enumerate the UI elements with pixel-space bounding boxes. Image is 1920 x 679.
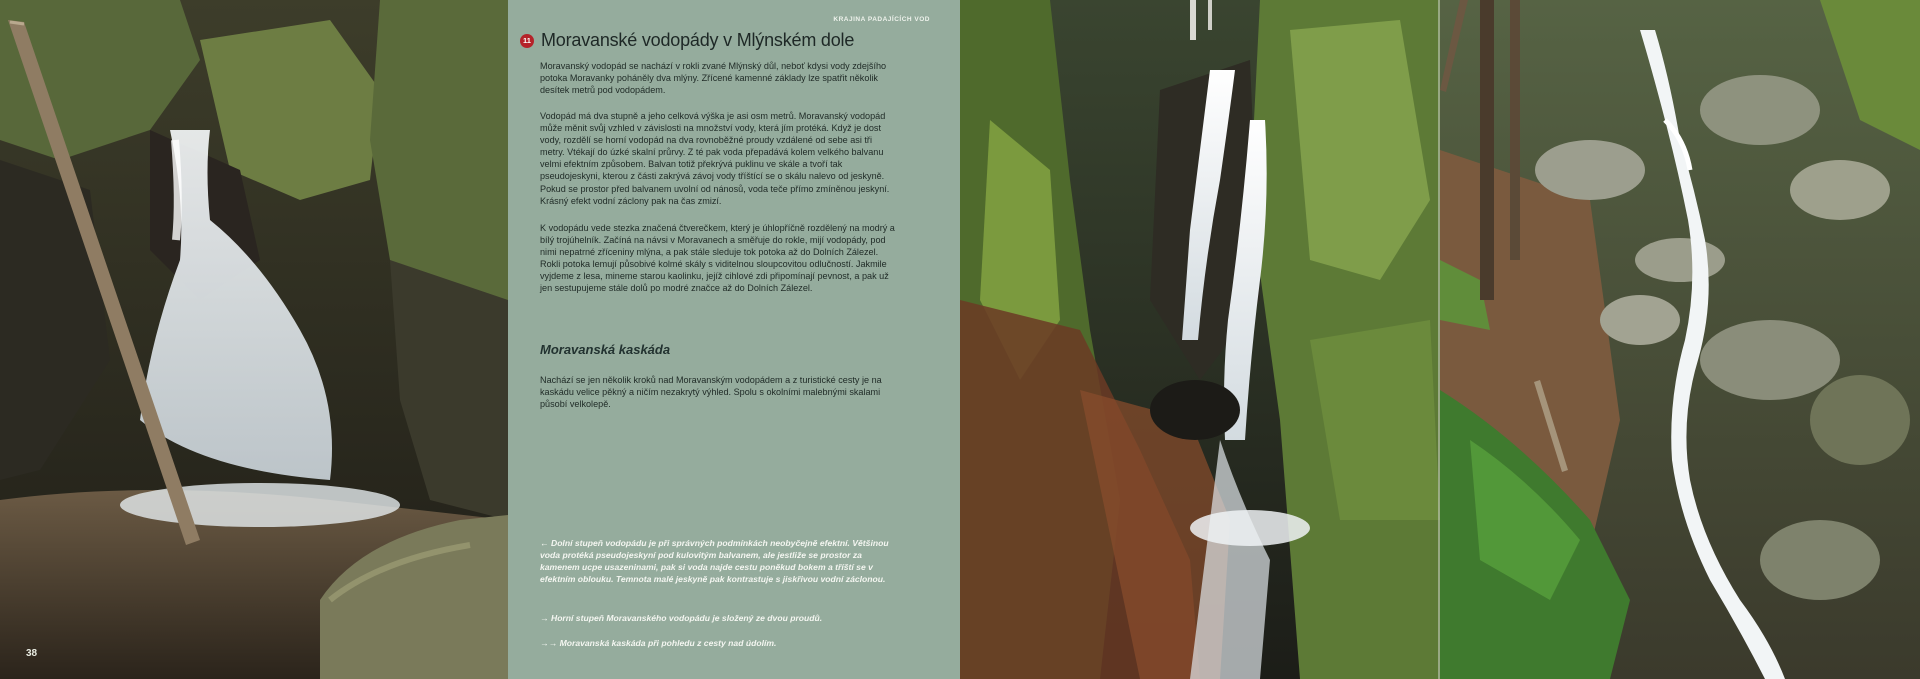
paragraph-route: K vodopádu vede stezka značená čtverečkem, který je úhlopříčně rozdělený na modrý a bílý trojúhelník. Začíná na návsi v Moravanech a směřuje do rokle, mijí vodopády, pod nimi nepatrné zříceniny mlýna, a pak stále sleduje tok potoka až do Dolních Zálezel. Rokli potoka lemují působivé kolmé skály s viditelnou sloupcovitou odlučností. Jakmile vyjdeme z lesa, mineme starou kaolinku, jejíž cihlové zdi připomínají pevnost, a pak už jen sestupujeme stále dolů po modré značce až do Dolních Zálezel. <box>540 223 895 294</box>
page-number: 38 <box>26 648 38 659</box>
photo-lower-waterfall <box>0 0 508 679</box>
caption-upper-step: → Horní stupeň Moravanského vodopádu je složený ze dvou proudů. <box>540 613 823 623</box>
site-number-badge: 11 <box>520 34 534 48</box>
article-panel <box>508 0 960 679</box>
photo-cascade <box>1440 0 1920 679</box>
caption-lower-step: ← Dolní stupeň vodopádu je při správných podmínkách neobyčejně efektní. Většinou voda protéká pseudojeskyní pod kulovitým balvanem, ale jestliže se prostor za kamenem ucpe usazeninami, pak si voda najde cestu poněkud bokem a tříští se v efektním oblouku. Temnota malé jeskyně pak kontrastuje s jiskřivou vodní záclonou. <box>540 538 889 584</box>
title-row <box>520 30 854 51</box>
running-header: KRAJINA PADAJÍCÍCH VOD <box>833 16 930 23</box>
caption-cascade: →→ Moravanská kaskáda při pohledu z cesty nad údolím. <box>540 638 777 648</box>
article-title: Moravanské vodopády v Mlýnském dole <box>541 30 855 50</box>
paragraph-description: Vodopád má dva stupně a jeho celková výška je asi osm metrů. Moravanský vodopád může měnit svůj vzhled v závislosti na množství vody, která jím protéká. Když je dost vody, rozdělí se horní vodopád na dva rovnoběžné proudy vzdálené od sebe asi tři metry. Vtékají do úzké skalní průrvy. Z té pak voda přepadává kolem velkého balvanu velmi efektním způsobem. Balvan totiž překrývá puklinu ve skále a tvoří tak pseudojeskyni, kterou z části zakrývá závoj vody tříštící se o skálu nalevo od jeskyně. Pokud se prostor před balvanem uvolní od nánosů, voda teče přímo zmíněnou jeskyní. Krásný efekt vodní záclony pak na čas zmizí. <box>540 111 890 206</box>
paragraph-cascade: Nachází se jen několik kroků nad Moravanským vodopádem a z turistické cesty je na kaskádu velice pěkný a ničím nezakrytý výhled. Spolu s okolními malebnými skalami působí velkolepě. <box>540 375 882 410</box>
paragraph-intro: Moravanský vodopád se nachází v rokli zvané Mlýnský důl, neboť kdysi vody zdejšího potoka Moravanky poháněly dva mlýny. Zřícené kamenné základy lze spatřit několik desítek metrů pod vodopádem. <box>540 61 887 96</box>
photo-upper-waterfall <box>960 0 1440 679</box>
section-heading-cascade: Moravanská kaskáda <box>540 342 671 357</box>
